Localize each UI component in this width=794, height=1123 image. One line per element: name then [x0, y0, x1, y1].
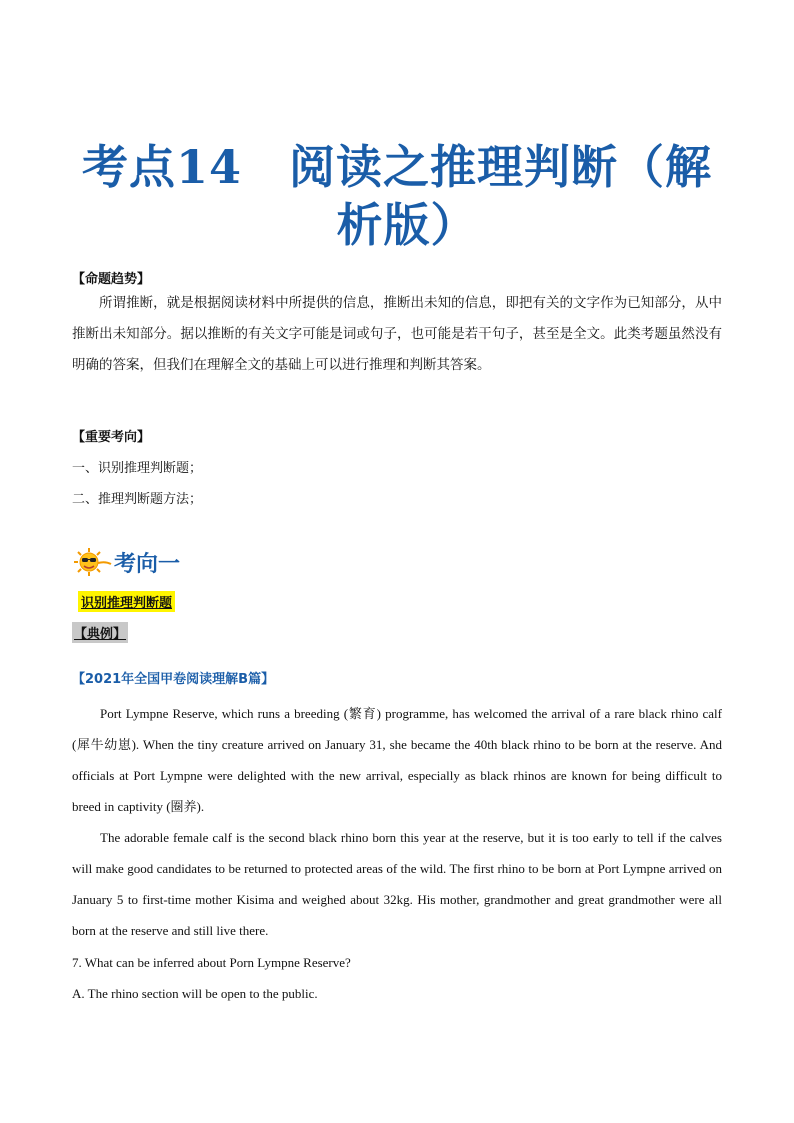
passage-paragraph-2: The adorable female calf is the second black rhino born this year at the reserve, but it is too early to tell if the calves will make good candidates to be returned to protected areas of the wild. The first rhino to be born at Port Lympne arrived on January 5 to first-time mother Kisima and weighed about 32kg. His mother, grandmother and great grandmother were all born at the reserve and still live there. [72, 830, 722, 938]
highlight-tag: 识别推理判断题 [78, 591, 175, 612]
question-7: 7. What can be inferred about Porn Lympne Reserve? [72, 955, 351, 970]
page-title-line1: 考点14 阅读之推理判断（解 [81, 140, 712, 194]
passage-paragraph-1: Port Lympne Reserve, which runs a breeding (繁育) programme, has welcomed the arrival of a rare black rhino calf (犀牛幼崽). When the tiny creature arrived on January 31, she became the 40th black rhino to be born at the reserve. And officials at Port Lympne were delighted with the new arrival, especially as black rhinos are known for being difficult to breed in captivity (圈养). [72, 706, 722, 814]
page-title [40, 138, 754, 254]
example-tag: 【典例】 [72, 622, 128, 643]
directions-heading: 【重要考向】 [72, 430, 151, 445]
section-badge [72, 543, 212, 579]
sun-with-sunglasses-icon [72, 547, 112, 577]
badge-label: 考向一 [114, 552, 181, 577]
direction-item-1: 一、识别推理判断题； [72, 461, 203, 476]
direction-item-2: 二、推理判断题方法； [72, 492, 203, 507]
passage-source: 【2021年全国甲卷阅读理解B篇】 [72, 672, 275, 687]
trend-heading: 【命题趋势】 [72, 272, 151, 287]
option-a: A. The rhino section will be open to the public. [72, 986, 318, 1001]
trend-paragraph: 所谓推断，就是根据阅读材料中所提供的信息，推断出未知的信息，即把有关的文字作为已知部分，从中推断出未知部分。据以推断的有关文字可能是词或句子，也可能是若干句子，甚至是全文。此类考题虽然没有明确的答案，但我们在理解全文的基础上可以进行推理和判断其答案。 [72, 295, 722, 373]
page-title-line2: 析版） [336, 198, 478, 252]
